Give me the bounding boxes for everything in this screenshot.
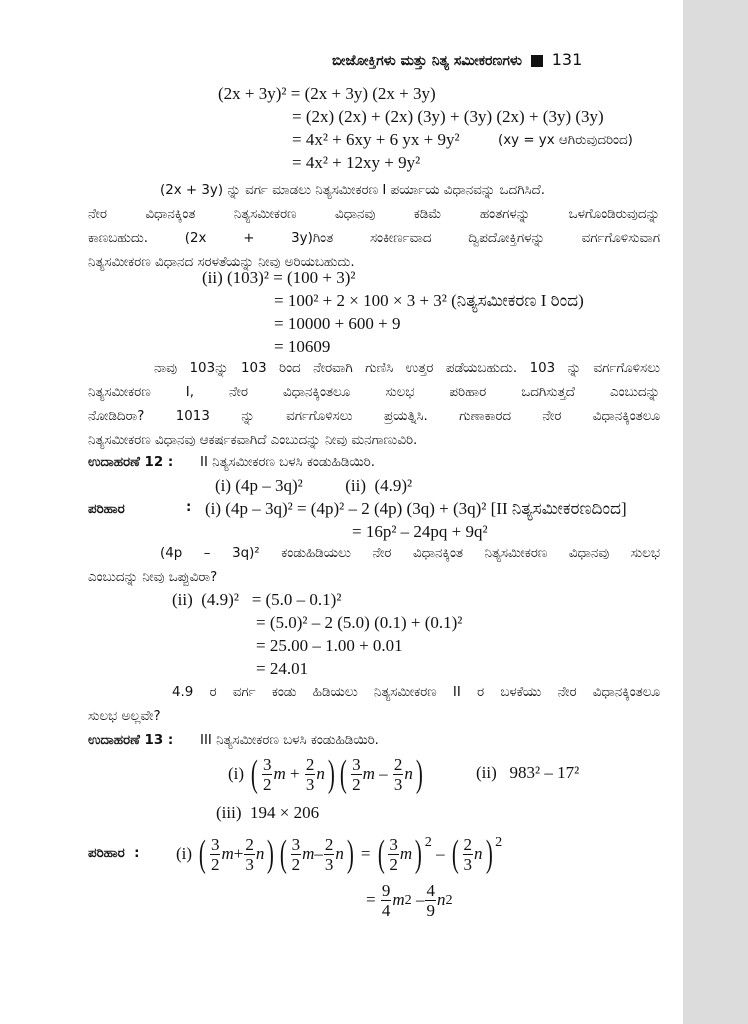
operator: – [314, 844, 323, 863]
example-13-text: III ನಿತ್ಯಸಮೀಕರಣ ಬಳಸಿ ಕಂಡುಹಿಡಿಯಿರಿ. [200, 733, 379, 748]
page-number: 131 [551, 50, 583, 69]
equation-line: = 4x² + 6xy + 6 yx + 9y² [292, 130, 460, 149]
example-12-parts: (i) (4p – 3q)² (ii) (4.9)² [215, 476, 413, 495]
equation-line: (ii) (4.9)² = (5.0 – 0.1)² [172, 590, 342, 609]
fraction: $\frac{2}{3}$ [463, 834, 472, 874]
variable-m: m [221, 844, 234, 863]
fraction: $\frac{3}{2}$ [389, 834, 398, 874]
paragraph-line: ಕಾಣಬಹುದು. (2x + 3y)ಗಿಂತ ಸಂಕೀರ್ಣವಾದ ದ್ವಿಪದೋಕ್ತಿಗಳನ್ನು ವರ್ಗಗೊಳಿಸುವಾಗ [88, 231, 660, 246]
paragraph-line: ನಾವು 103ನ್ನು 103 ರಿಂದ ನೇರವಾಗಿ ಗುಣಿಸಿ ಉತ್ತರ ಪಡೆಯಬಹುದು. 103 ನ್ನು ವರ್ಗಗೊಳಿಸಲು [154, 361, 660, 376]
equation-line: = (5.0)² – 2 (5.0) (0.1) + (0.1)² [256, 613, 463, 632]
fraction: $\frac{2}{3}$ [245, 834, 254, 874]
operator: – [379, 764, 388, 783]
solution-colon: : [186, 500, 192, 515]
example-12-label: ಉದಾಹರಣೆ 12 : [88, 455, 174, 470]
header-block-icon [531, 55, 543, 67]
operator: + [233, 844, 244, 863]
solution-label: ಪರಿಹಾರ [88, 502, 125, 517]
variable-m: m [399, 844, 413, 863]
paren-right: ) [414, 833, 422, 875]
solution-13-line: (i) ( $\frac{3}{2}$ m + $\frac{2}{3}$ n ) ( $\frac{3}{2}$ m – $\frac{2}{3}$ n ) = ( $\frac{3}{2}$ m ) $^2$ – ( $\frac{2}{3}$ n ) $^2$ [176, 833, 503, 875]
paragraph-line: ನಿತ್ಯಸಮೀಕರಣ ವಿಧಾನದ ಸರಳತೆಯನ್ನು ನೀವು ಅರಿಯಬಹುದು. [88, 255, 355, 270]
running-header [332, 50, 582, 69]
variable-n: n [316, 764, 325, 783]
paren-right: ) [327, 753, 335, 795]
equals-sign: = [366, 890, 376, 909]
variable-m: m [273, 764, 286, 783]
example-13-part-i [228, 752, 426, 796]
equation-line: (ii) (103)² = (100 + 3)² [202, 268, 356, 287]
variable-m: m [302, 844, 315, 863]
variable-n: n [404, 764, 413, 783]
fraction: $\frac{4}{9}$ [426, 880, 435, 920]
fraction: $\frac{3}{2}$ [210, 834, 220, 874]
part-label: (i) [176, 844, 193, 863]
paren-left: ( [340, 753, 348, 795]
paren-right: ) [415, 753, 423, 795]
paren-right: ) [267, 833, 275, 875]
page-margin-gutter [683, 0, 748, 1024]
fraction: $\frac{2}{3}$ [305, 754, 315, 794]
part-label: (i) [228, 764, 245, 783]
variable-m: m [362, 764, 375, 783]
paren-right: ) [346, 833, 354, 875]
solution-label: ಪರಿಹಾರ : [88, 846, 140, 861]
header-title: ಬೀಜೋಕ್ತಿಗಳು ಮತ್ತು ನಿತ್ಯ ಸಮೀಕರಣಗಳು [332, 53, 522, 69]
paragraph-line: ಎಂಬುದನ್ನು ನೀವು ಒಪ್ಪುವಿರಾ? [88, 570, 218, 585]
fraction: $\frac{3}{2}$ [262, 754, 272, 794]
fraction: $\frac{2}{3}$ [393, 754, 403, 794]
variable-n: n [255, 844, 265, 863]
example-12-text: II ನಿತ್ಯಸಮೀಕರಣ ಬಳಸಿ ಕಂಡುಹಿಡಿಯಿರಿ. [200, 455, 375, 470]
equation-line: = 10000 + 600 + 9 [274, 314, 401, 333]
example-13-part-ii: (ii) 983² – 17² [476, 763, 580, 782]
fraction: $\frac{9}{4}$ [381, 880, 391, 920]
equation-note: (xy = yx ಆಗಿರುವುದರಿಂದ) [498, 133, 633, 148]
paren-left: ( [279, 833, 287, 875]
equation-line: (i) (4p – 3q)² = (4p)² – 2 (4p) (3q) + (3q)² [II ನಿತ್ಯಸಮೀಕರಣದಿಂದ] [205, 499, 627, 518]
solution-13-result: = $\frac{9}{4}$ m 2 – $\frac{4}{9}$ n 2 [366, 880, 453, 920]
equation-line: = 4x² + 12xy + 9y² [292, 153, 421, 172]
equation-line: = 16p² – 24pq + 9q² [352, 522, 488, 541]
variable-n: n [335, 844, 344, 863]
paragraph-line: ನೋಡಿದಿರಾ? 1013 ನ್ನು ವರ್ಗಗೊಳಿಸಲು ಪ್ರಯತ್ನಿಸಿ. ಗುಣಾಕಾರದ ನೇರ ವಿಧಾನಕ್ಕಿಂತಲೂ [88, 409, 660, 424]
paren-left: ( [377, 833, 385, 875]
paragraph-line: (4p – 3q)² ಕಂಡುಹಿಡಿಯಲು ನೇರ ವಿಧಾನಕ್ಕಿಂತ ನಿತ್ಯಸಮೀಕರಣ ವಿಧಾನವು ಸುಲಭ [160, 546, 660, 561]
paren-right: ) [485, 833, 493, 875]
fraction: $\frac{3}{2}$ [291, 834, 301, 874]
equation-line: = 10609 [274, 337, 331, 356]
equation-line: = (2x) (2x) + (2x) (3y) + (3y) (2x) + (3y) (3y) [292, 107, 604, 126]
operator: + [289, 764, 300, 783]
paren-left: ( [251, 753, 259, 795]
variable-n: n [474, 844, 483, 863]
paren-left: ( [451, 833, 459, 875]
example-13-part-iii: (iii) 194 × 206 [216, 803, 320, 822]
equation-line: (2x + 3y)² = (2x + 3y) (2x + 3y) [218, 84, 436, 103]
paragraph-line: ಸುಲಭ ಅಲ್ಲವೇ? [88, 709, 161, 724]
example-13-label: ಉದಾಹರಣೆ 13 : [88, 733, 174, 748]
paragraph-line: 4.9 ರ ವರ್ಗ ಕಂಡು ಹಿಡಿಯಲು ನಿತ್ಯಸಮೀಕರಣ II ರ ಬಳಕೆಯು ನೇರ ವಿಧಾನಕ್ಕಿಂತಲೂ [172, 685, 660, 700]
equation-line: = 100² + 2 × 100 × 3 + 3² (ನಿತ್ಯಸಮೀಕರಣ I ರಿಂದ) [274, 291, 584, 310]
equation-line: = 25.00 – 1.00 + 0.01 [256, 636, 403, 655]
paragraph-line: ನಿತ್ಯಸಮೀಕರಣ ವಿಧಾನವು ಆಕರ್ಷಕವಾಗಿದೆ ಎಂಬುದನ್ನು ನೀವು ಮನಗಾಣುವಿರಿ. [88, 433, 418, 448]
paren-left: ( [199, 833, 207, 875]
paragraph-line: ನಿತ್ಯಸಮೀಕರಣ I, ನೇರ ವಿಧಾನಕ್ಕಿಂತಲೂ ಸುಲಭ ಪರಿಹಾರ ಒದಗಿಸುತ್ತದೆ ಎಂಬುದನ್ನು [88, 385, 660, 400]
fraction: $\frac{3}{2}$ [352, 754, 361, 794]
paragraph-line: (2x + 3y) ನ್ನು ವರ್ಗ ಮಾಡಲು ನಿತ್ಯಸಮೀಕರಣ I ಪರ್ಯಾಯ ವಿಧಾನವನ್ನು ಒದಗಿಸಿದೆ. [160, 183, 546, 198]
paragraph-line: ನೇರ ವಿಧಾನಕ್ಕಿಂತ ನಿತ್ಯಸಮೀಕರಣ ವಿಧಾನವು ಕಡಿಮೆ ಹಂತಗಳನ್ನು ಒಳಗೊಂಡಿರುವುದನ್ನು [88, 207, 660, 222]
equation-line: = 24.01 [256, 659, 309, 678]
fraction: $\frac{2}{3}$ [324, 834, 334, 874]
